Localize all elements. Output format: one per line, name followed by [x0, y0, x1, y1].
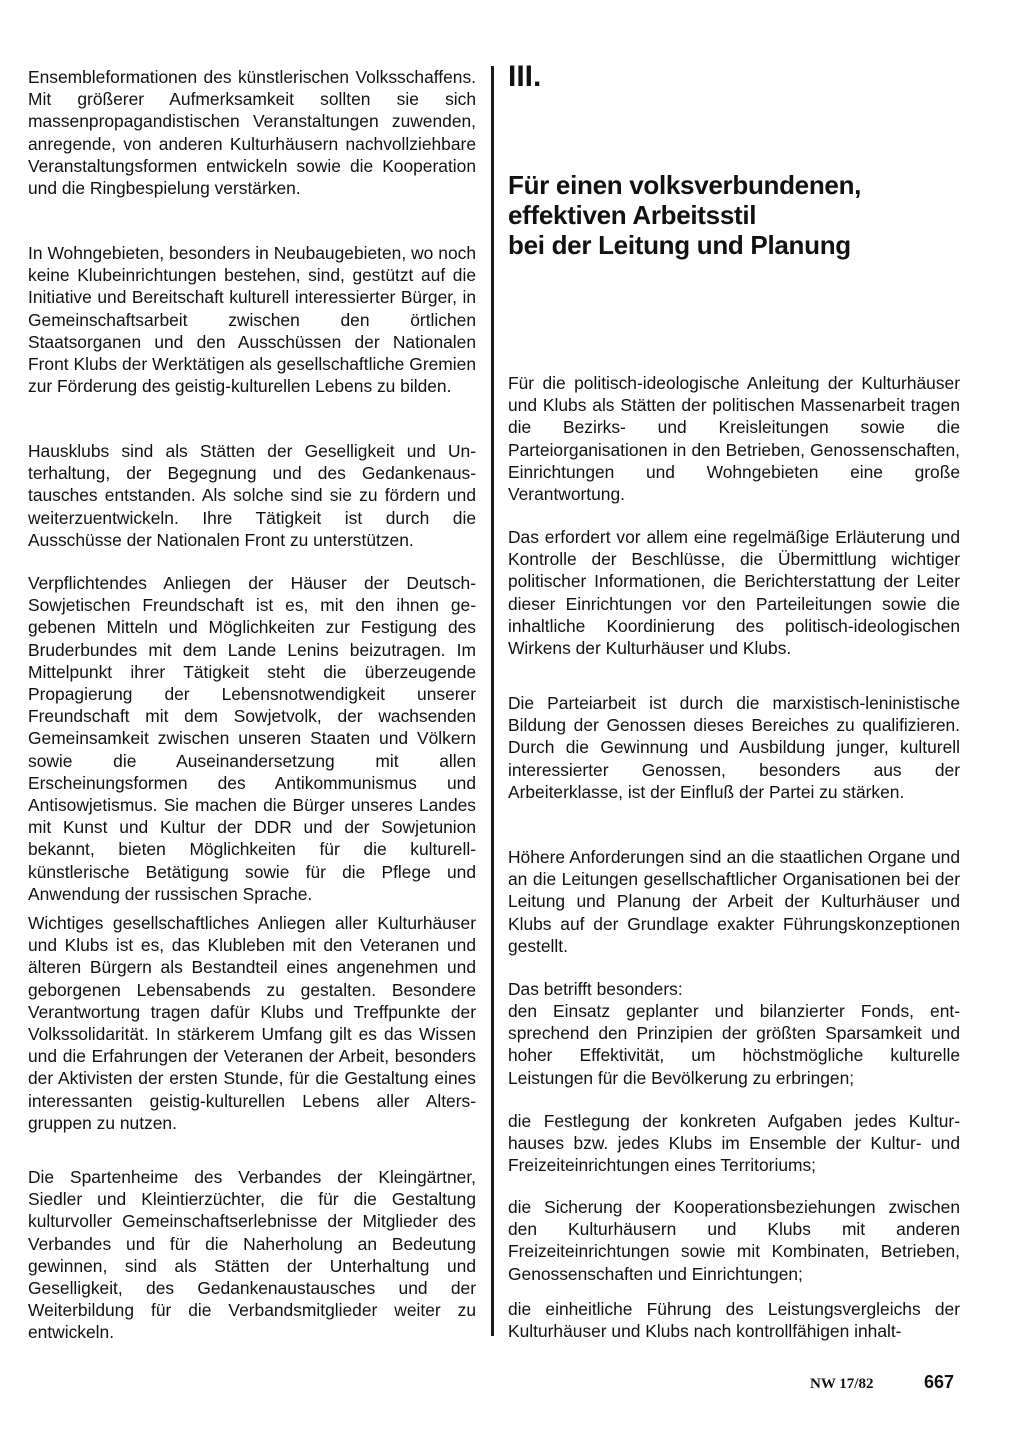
left-paragraph-4: Verpflichtendes Anliegen der Häuser der Deutsch-Sowjetischen Freundschaft ist es, mit den ihnen gegebenen Mitteln und Möglichkeiten zur Festigung des Bruderbundes mit dem Lande Lenins beizutragen. Im Mittelpunkt ihrer Tätigkeit steht die überzeugende Propagierung der Lebensnotwendigkeit unserer Freundschaft mit dem Sowjetvolk, der wachsenden Gemeinsamkeit zwischen unseren Staaten und Völkern sowie die Auseinandersetzung mit allen Erscheinungsformen des Antikommunismus und Antisowjetismus. Sie machen die Bürger unseres Landes mit Kunst und Kultur der DDR und der Sowjetunion bekannt, bieten Möglichkeiten für die kulturell-künstlerische Betätigung sowie für die Pflege und Anwendung der russischen Sprache. [28, 573, 476, 904]
heading-line-2: effektiven Arbeitsstil [508, 200, 757, 230]
right-paragraph-4: Höhere Anforderungen sind an die staatlichen Organe und an die Leitungen gesellschaftlicher Organisationen bei der Leitung und Planung der Arbeit der Kulturhäuser und Klubs auf der Grundlage exakter Führungskonzeptionen gestellt. [508, 847, 960, 956]
right-paragraph-5: Das betrifft besonders: [508, 979, 683, 999]
left-paragraph-6: Die Spartenheime des Verbandes der Kleingärtner, Siedler und Kleintierzüchter, die für die Gestaltung kulturvoller Gemeinschaftserlebnisse der Mitglieder des Verbandes und für die Naherholung an Bedeutung gewinnen, sind als Stätten der Unterhaltung und Geselligkeit, des Gedankenaustausches und der Weiterbildung für die Verbandsmitglieder weiter zu entwickeln. [28, 1167, 476, 1343]
right-paragraph-1: Für die politisch-ideologische Anleitung der Kulturhäuser und Klubs als Stätten der politischen Massenarbeit tragen die Bezirks- und Kreisleitungen sowie die Parteiorganisationen in den Betrieben, Genossenschaften, Einrichtungen und Wohngebieten eine große Verantwortung. [508, 373, 960, 505]
right-paragraph-6: den Einsatz geplanter und bilanzierter Fonds, entsprechend den Prinzipien der größten Sparsamkeit und hoher Effektivität, um höchstmögliche kulturelle Leistungen für die Bevölkerung zu erbringen; [508, 1001, 960, 1088]
heading-line-3: bei der Leitung und Planung [508, 230, 851, 260]
left-paragraph-1: Ensembleformationen des künstlerischen Volksschaffens. Mit größerer Aufmerksamkeit sollten sie sich massenpropagandistischen Veranstaltungen zuwenden, anregende, von anderen Kulturhäusern nachvollziehbare Veranstaltungsformen entwickeln sowie die Kooperation und die Ringbespielung verstärken. [28, 67, 476, 199]
column-divider [491, 66, 494, 1336]
page-footer [780, 1372, 1000, 1400]
journal-reference: NW 17/82 [810, 1376, 874, 1392]
left-paragraph-5: Wichtiges gesellschaftliches Anliegen aller Kulturhäuser und Klubs ist es, das Klubleben mit den Veteranen und älteren Bürgern als Bestandteil eines angenehmen und geborgenen Lebensabends zu gestalten. Besondere Verantwortung tragen dafür Klubs und Treffpunkte der Volkssolidarität. In stärkerem Umfang gilt es das Wissen und die Erfahrungen der Veteranen der Arbeit, besonders der Aktivisten der ersten Stunde, für die Gestaltung eines interessanten geistig-kulturellen Lebens aller Altersgruppen zu nutzen. [28, 913, 476, 1133]
left-paragraph-3: Hausklubs sind als Stätten der Geselligkeit und Unterhaltung, der Begegnung und des Gedankenaustausches entstanden. Als solche sind sie zu fördern und weiterzuentwickeln. Ihre Tätigkeit ist durch die Ausschüsse der Nationalen Front zu unterstützen. [28, 441, 476, 550]
right-paragraph-8: die Sicherung der Kooperationsbeziehungen zwischen den Kulturhäusern und Klubs mit anderen Freizeiteinrichtungen sowie mit Kombinaten, Betrieben, Genossenschaften und Einrichtungen; [508, 1197, 960, 1284]
page-number: 667 [924, 1372, 955, 1392]
heading-line-1: Für einen volksverbundenen, [508, 170, 862, 200]
section-heading [508, 170, 960, 260]
right-paragraph-3: Die Parteiarbeit ist durch die marxistisch-leninistische Bildung der Genossen dieses Bereiches zu qualifizieren. Durch die Gewinnung und Ausbildung junger, kulturell interessierter Genossen, besonders aus der Arbeiterklasse, ist der Einfluß der Partei zu stärken. [508, 693, 960, 802]
left-paragraph-2: In Wohngebieten, besonders in Neubaugebieten, wo noch keine Klubeinrichtungen bestehen, sind, gestützt auf die Initiative und Bereitschaft kulturell interessierter Bürger, in Gemeinschaftsarbeit zwischen den örtlichen Staatsorganen und den Ausschüssen der Nationalen Front Klubs der Werktätigen als gesellschaftliche Gremien zur Förderung des geistig-kulturellen Lebens zu bilden. [28, 243, 476, 397]
right-paragraph-9: die einheitliche Führung des Leistungsvergleichs der Kulturhäuser und Klubs nach kontrollfähigen inhalt- [508, 1299, 960, 1342]
right-paragraph-7: die Festlegung der konkreten Aufgaben jedes Kulturhauses bzw. jedes Klubs im Ensemble der Kultur- und Freizeiteinrichtungen eines Territoriums; [508, 1111, 960, 1176]
section-number: III. [508, 60, 542, 93]
right-paragraph-2: Das erfordert vor allem eine regelmäßige Erläuterung und Kontrolle der Beschlüsse, die Übermittlung wichtiger politischer Informationen, die Berichterstattung der Leiter dieser Einrichtungen vor den Parteileitungen sowie die inhaltliche Koordinierung des politisch-ideologischen Wirkens der Kulturhäuser und Klubs. [508, 527, 960, 659]
